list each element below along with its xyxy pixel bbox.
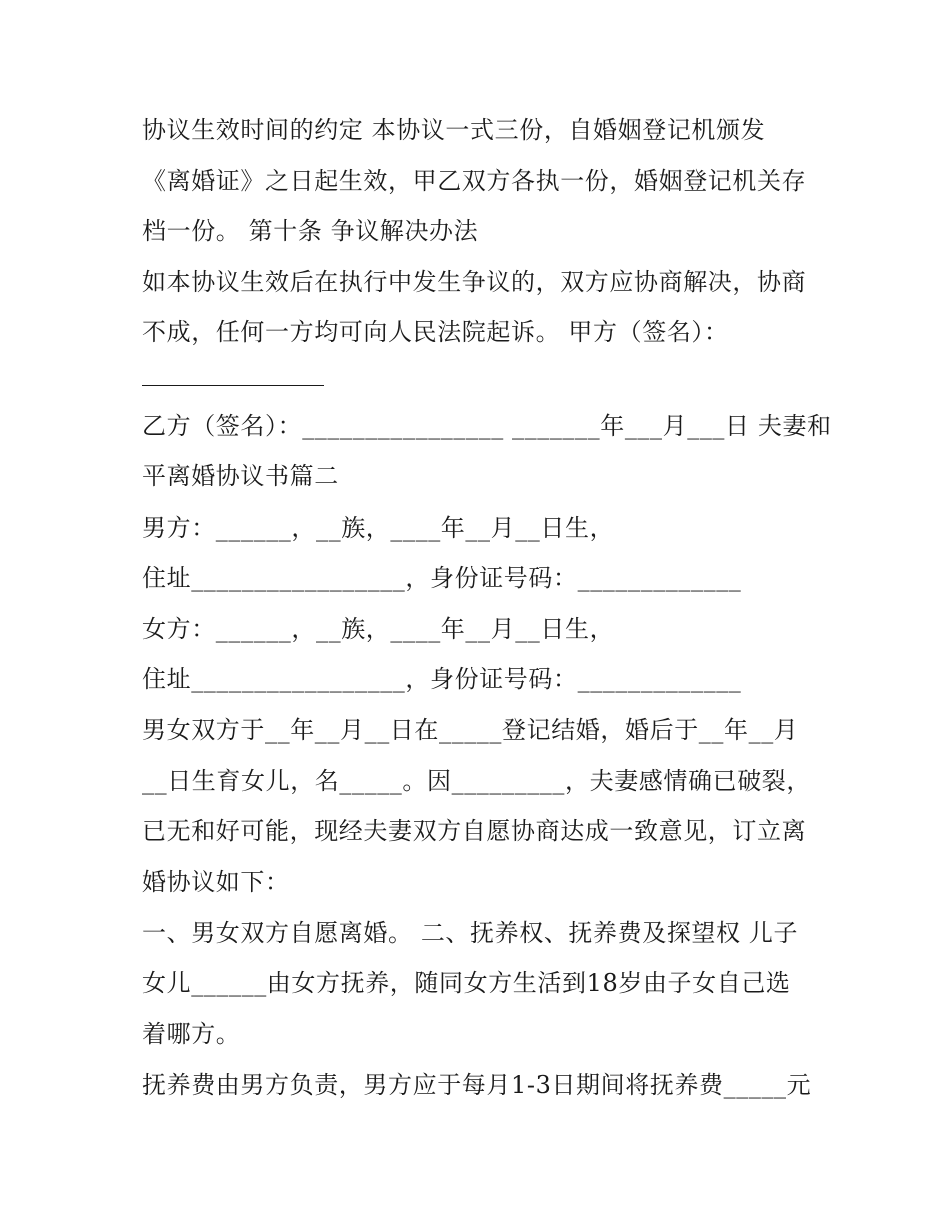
text-line: 协议生效时间的约定 本协议一式三份，自婚姻登记机颁发: [142, 116, 766, 144]
text-line: 抚养费由男方负责，男方应于每月1-3日期间将抚养费_____元: [142, 1071, 812, 1099]
text-line: 住址_________________，身份证号码：_____________: [142, 665, 742, 693]
text-line: 婚协议如下：: [142, 868, 290, 896]
signature-line-party-a: [142, 385, 324, 386]
text-line: 《离婚证》之日起生效，甲乙双方各执一份，婚姻登记机关存: [142, 167, 807, 195]
text-line: 不成，任何一方均可向人民法院起诉。 甲方（签名）：: [142, 318, 729, 346]
text-line: __日生育女儿，名_____。因_________，夫妻感情确已破裂，: [142, 767, 811, 795]
text-line: 平离婚协议书篇二: [142, 462, 339, 490]
text-line: 男方：______，__族，____年__月__日生，: [142, 514, 615, 542]
text-line: 档一份。 第十条 争议解决办法: [142, 217, 479, 245]
text-line: 着哪方。: [142, 1020, 241, 1048]
text-line: 住址_________________，身份证号码：_____________: [142, 564, 742, 592]
text-line: 女儿______由女方抚养，随同女方生活到18岁由子女自己选: [142, 969, 791, 997]
text-line: 已无和好可能，现经夫妻双方自愿协商达成一致意见，订立离: [142, 817, 807, 845]
text-line: 男女双方于__年__月__日在_____登记结婚，婚后于__年__月: [142, 716, 799, 744]
text-line: 如本协议生效后在执行中发生争议的，双方应协商解决，协商: [142, 268, 807, 296]
text-line: 一、男女双方自愿离婚。 二、抚养权、抚养费及探望权 儿子: [142, 919, 799, 947]
text-line: 乙方（签名）：________________ _______年___月___日 夫妻和: [142, 412, 832, 440]
text-line: 女方：______，__族，____年__月__日生，: [142, 615, 615, 643]
